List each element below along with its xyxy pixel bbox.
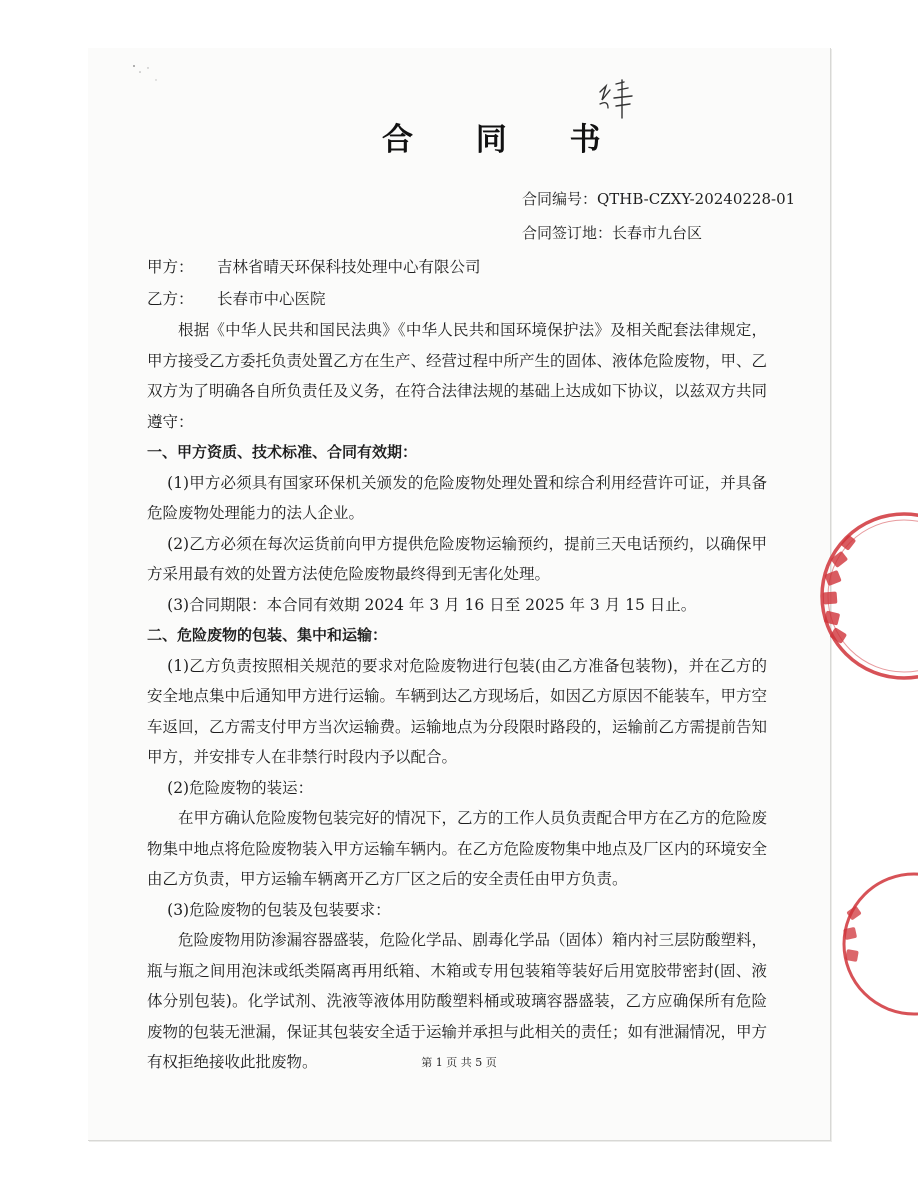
page-number: 第 1 页 共 5 页	[421, 1056, 497, 1069]
party-a-name: 吉林省晴天环保科技处理中心有限公司	[217, 258, 481, 276]
section-1-item-3: (3)合同期限：本合同有效期 2024 年 3 月 16 日至 2025 年 3 月 15 日止。	[167, 595, 697, 614]
party-a-label: 甲方：	[147, 258, 194, 276]
signing-place: 合同签订地：长春市九台区	[522, 224, 703, 242]
section-2-item-1: (1)乙方负责按照相关规范的要求对危险废物进行包装(由乙方准备包装物)，并在乙方的安全地点集中后通知甲方进行运输。车辆到达乙方现场后，如因乙方原因不能装车，甲方空车返回，乙方需支付甲方当次运输费。运输地点为分段限时路段的，运输前乙方需提前告知甲方，并安排专人在非禁行时段内予以配合。	[147, 656, 768, 766]
party-a	[147, 255, 481, 277]
section-2-heading: 二、危险废物的包装、集中和运输：	[147, 626, 388, 644]
party-b	[147, 287, 326, 309]
handwritten-mark	[594, 78, 644, 122]
section-2-item-2-title: (2)危险废物的装运：	[167, 778, 314, 797]
section-1-item-2: (2)乙方必须在每次运货前向甲方提供危险废物运输预约，提前三天电话预约，以确保甲方采用最有效的处置方法使危险废物最终得到无害化处理。	[147, 534, 767, 583]
section-1-heading: 一、甲方资质、技术标准、合同有效期：	[147, 443, 418, 461]
document-title: 合 同 书	[382, 122, 627, 158]
scan-specks	[126, 60, 186, 90]
company-seal-partial-lower	[804, 868, 918, 1018]
party-b-label: 乙方：	[147, 290, 194, 308]
section-2-item-3-title: (3)危险废物的包装及包装要求：	[167, 900, 391, 919]
contract-number: 合同编号：QTHB-CZXY-20240228-01	[522, 190, 796, 208]
intro-paragraph: 根据《中华人民共和国民法典》《中华人民共和国环境保护法》及相关配套法律规定，甲方接受乙方委托负责处置乙方在生产、经营过程中所产生的固体、液体危险废物，甲、乙双方为了明确各自所负责任及义务，在符合法律法规的基础上达成如下协议，以兹双方共同遵守：	[147, 321, 768, 431]
party-b-name: 长春市中心医院	[217, 290, 326, 308]
company-seal-partial	[776, 506, 918, 686]
section-1-item-1: (1)甲方必须具有国家环保机关颁发的危险废物处理处置和综合利用经营许可证，并具备危险废物处理能力的法人企业。	[147, 473, 767, 522]
section-2-item-3-body: 危险废物用防渗漏容器盛装，危险化学品、剧毒化学品（固体）箱内衬三层防酸塑料，瓶与瓶之间用泡沫或纸类隔离再用纸箱、木箱或专用包装箱等装好后用宽胶带密封(固、液体分别包装)。化学试剂、洗液等液体用防酸塑料桶或玻璃容器盛装，乙方应确保所有危险废物的包装无泄漏，保证其包装安全适于运输并承担与此相关的责任；如有泄漏情况，甲方有权拒绝接收此批废物。	[147, 931, 768, 1071]
section-2-item-2-body: 在甲方确认危险废物包装完好的情况下，乙方的工作人员负责配合甲方在乙方的危险废物集中地点将危险废物装入甲方运输车辆内。在乙方危险废物集中地点及厂区内的环境安全由乙方负责，甲方运输车辆离开乙方厂区之后的安全责任由甲方负责。	[147, 809, 768, 888]
contract-body	[147, 315, 767, 1078]
